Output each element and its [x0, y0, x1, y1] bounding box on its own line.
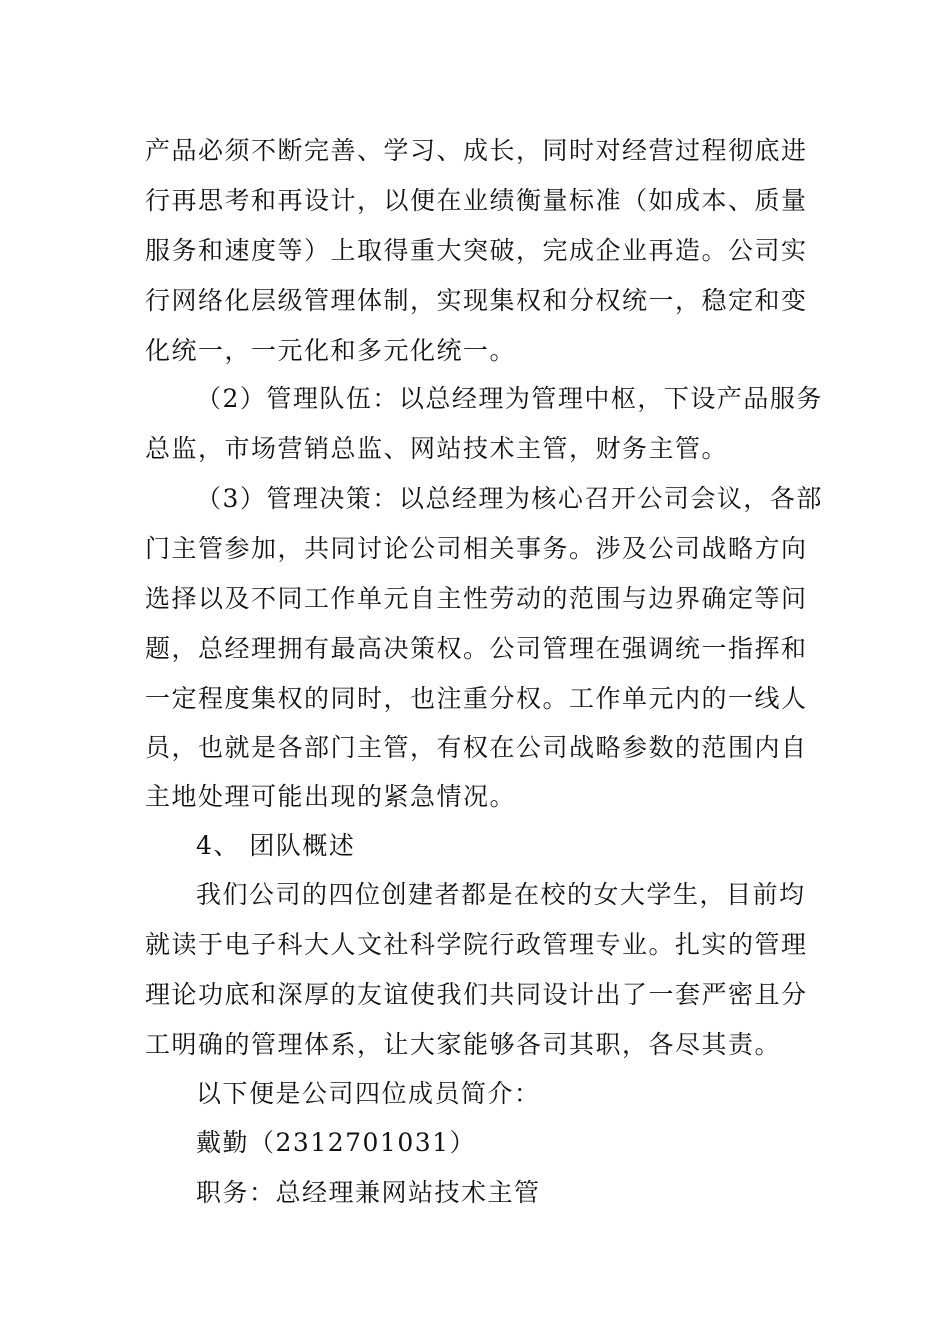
paragraph-line: 主地处理可能出现的紧急情况。	[145, 782, 517, 811]
paragraph-line: 以下便是公司四位成员简介：	[196, 1079, 541, 1108]
paragraph-line: 化统一，一元化和多元化统一。	[145, 336, 517, 365]
paragraph-line: 理论功底和深厚的友谊使我们共同设计出了一套严密且分	[145, 980, 808, 1009]
section-heading: 4、 团队概述	[196, 831, 356, 860]
paragraph-line: 我们公司的四位创建者都是在校的女大学生，目前均	[196, 880, 806, 909]
paragraph-line: 工明确的管理体系，让大家能够各司其职，各尽其责。	[145, 1030, 782, 1059]
paragraph-line: 一定程度集权的同时，也注重分权。工作单元内的一线人	[145, 684, 808, 713]
paragraph-line: 服务和速度等）上取得重大突破，完成企业再造。公司实	[145, 236, 808, 265]
paragraph-line: 行再思考和再设计，以便在业绩衡量标准（如成本、质量	[145, 186, 808, 215]
paragraph-line: 行网络化层级管理体制，实现集权和分权统一，稳定和变	[145, 286, 808, 315]
paragraph-line: 就读于电子科大人文社科学院行政管理专业。扎实的管理	[145, 930, 808, 959]
paragraph-line: 题，总经理拥有最高决策权。公司管理在强调统一指挥和	[145, 634, 808, 663]
paragraph-line: 员，也就是各部门主管，有权在公司战略参数的范围内自	[145, 733, 808, 762]
paragraph-line: （2）管理队伍：以总经理为管理中枢，下设产品服务	[196, 384, 823, 413]
paragraph-line: 产品必须不断完善、学习、成长，同时对经营过程彻底进	[145, 136, 808, 165]
paragraph-line: 总监，市场营销总监、网站技术主管，财务主管。	[145, 434, 729, 463]
paragraph-line: （3）管理决策：以总经理为核心召开公司会议，各部	[196, 484, 823, 513]
member-role-line: 职务：总经理兼网站技术主管	[196, 1178, 541, 1207]
member-name-line: 戴勤（2312701031）	[196, 1128, 477, 1157]
paragraph-line: 门主管参加，共同讨论公司相关事务。涉及公司战略方向	[145, 534, 808, 563]
paragraph-line: 选择以及不同工作单元自主性劳动的范围与边界确定等问	[145, 584, 808, 613]
